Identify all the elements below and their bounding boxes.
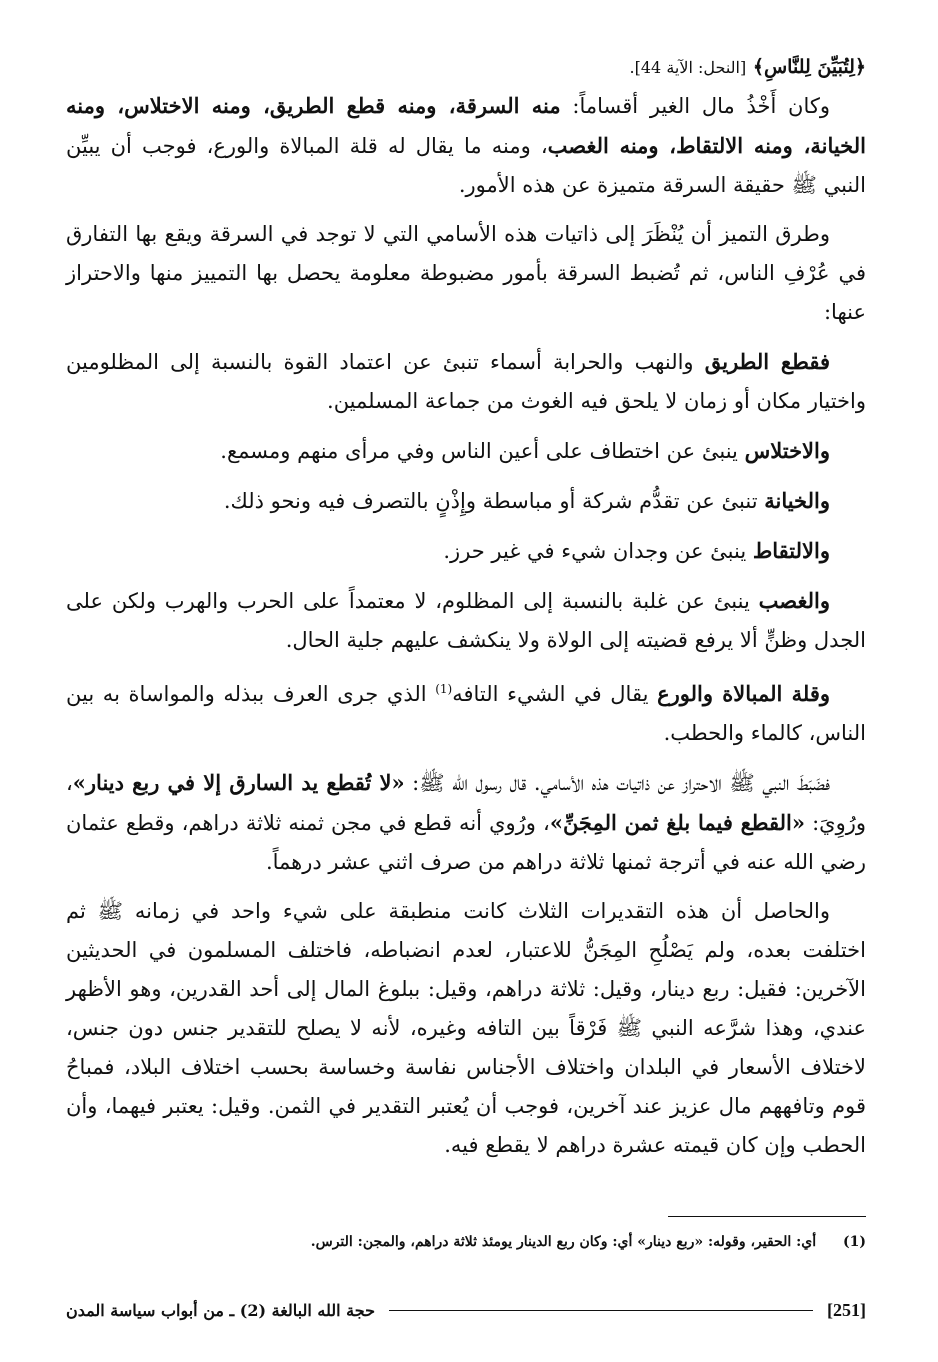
footnote-text: أي: الحقير، وقوله: «ربع دينار» أي: وكان ربع الدينار يومئذ ثلاثة دراهم، والمجن: الترس.: [310, 1234, 817, 1250]
paragraph: وكان أَخْذُ مال الغير أقساماً: منه السرقة، ومنه قطع الطريق، ومنه الاختلاس، ومنه الخيانة، ومنه الالتقاط، ومنه الغصب، ومنه ما يقال له قلة المبالاة والورع، فوجب أن يبيِّن النبي ﷺ حقيقة السرقة متميزة عن هذه الأمور.: [66, 93, 866, 197]
page: [66, 52, 866, 1352]
body-text: [66, 86, 866, 1165]
footer-rule: [389, 1310, 813, 1311]
verse-text: ﴿لِتُبَيِّنَ لِلنَّاسِ﴾: [752, 56, 866, 78]
verse-reference: [النحل: الآية 44].: [629, 58, 747, 77]
footnote-separator: [668, 1216, 866, 1217]
footnote-number: (1): [843, 1234, 866, 1250]
footnote: [66, 1230, 866, 1254]
paragraph: وقلة المبالاة والورع يقال في الشيء التافه$^{(1)}$ الذي جرى العرف ببذله والمواساة به بين الناس، كالماء والحطب.: [66, 681, 866, 745]
paragraph: فقطع الطريق والنهب والحرابة أسماء تنبئ عن اعتماد القوة بالنسبة إلى المظلومين واختيار مكان أو زمان لا يلحق فيه الغوث من جماعة المسلمين.: [66, 349, 866, 413]
paragraph: والخيانة تنبئ عن تقدُّم شركة أو مباسطة وإِذْنٍ بالتصرف فيه ونحو ذلك.: [223, 488, 830, 513]
page-number: [251]: [827, 1299, 866, 1320]
paragraph: والالتقاط ينبئ عن وجدان شيء في غير حرز.: [443, 538, 830, 563]
paragraph: والحاصل أن هذه التقديرات الثلاث كانت منطبقة على شيء واحد في زمانه ﷺ ثم اختلفت بعده، ولم يَصْلُحِ المِجَنُّ للاعتبار، لعدم انضباطه، فاختلف المسلمون في الحديثين الآخرين: فقيل: ربع دينار، وقيل: ثلاثة دراهم، وقيل: ببلوغ المال إلى أحد القدرين، وهو الأظهر عندي، وهذا شرَّعه النبي ﷺ فَرْقاً بين التافه وغيره، لأنه لا يصلح للتقدير جنس دون جنس، لاختلاف الأسعار في البلدان واختلاف الأجناس نفاسة وخساسة بحسب اختلاف البلاد، فمباحُ قوم وتافههم مال عزيز عند آخرين، فوجب أن يُعتبر التقدير في الثمن. وقيل: يعتبر فيهما، وأن الحطب وإن كان قيمته عشرة دراهم لا يقطع فيه.: [66, 899, 866, 1157]
paragraph: والغصب ينبئ عن غلبة بالنسبة إلى المظلوم، لا معتمداً على الحرب والهرب ولكن على الجدل وظنٍّ ألا يرفع قضيته إلى الولاة ولا ينكشف عليهم جلية الحال.: [66, 588, 866, 652]
book-title: حجة الله البالغة (2) ـ من أبواب سياسة المدن: [66, 1300, 375, 1320]
paragraph: والاختلاس ينبئ عن اختطاف على أعين الناس وفي مرأى منهم ومسمع.: [220, 438, 830, 463]
quran-verse-line: [66, 52, 866, 86]
page-footer: [66, 1295, 866, 1325]
paragraph: فضَبَطَ النبي ﷺ الاحتراز عن ذاتيات هذه الأسامي. قال رسول الله ﷺ: «لا تُقطع يد السارق إلا في ربع دينار»، ورُوِيَ: «القطع فيما بلغ ثمن المِجَنِّ»، ورُوي أنه قطع في مجن ثمنه ثلاثة دراهم، وقطع عثمان رضي الله عنه في أترجة ثمنها ثلاثة دراهم من صرف اثني عشر درهماً.: [66, 770, 867, 874]
paragraph: وطرق التميز أن يُنْظَرَ إلى ذاتيات هذه الأسامي التي لا توجد في السرقة ويقع بها التفارق في عُرْفِ الناس، ثم تُضبط السرقة بأمور مضبوطة معلومة يحصل بها التمييز منها والاحتراز عنها:: [66, 222, 866, 324]
